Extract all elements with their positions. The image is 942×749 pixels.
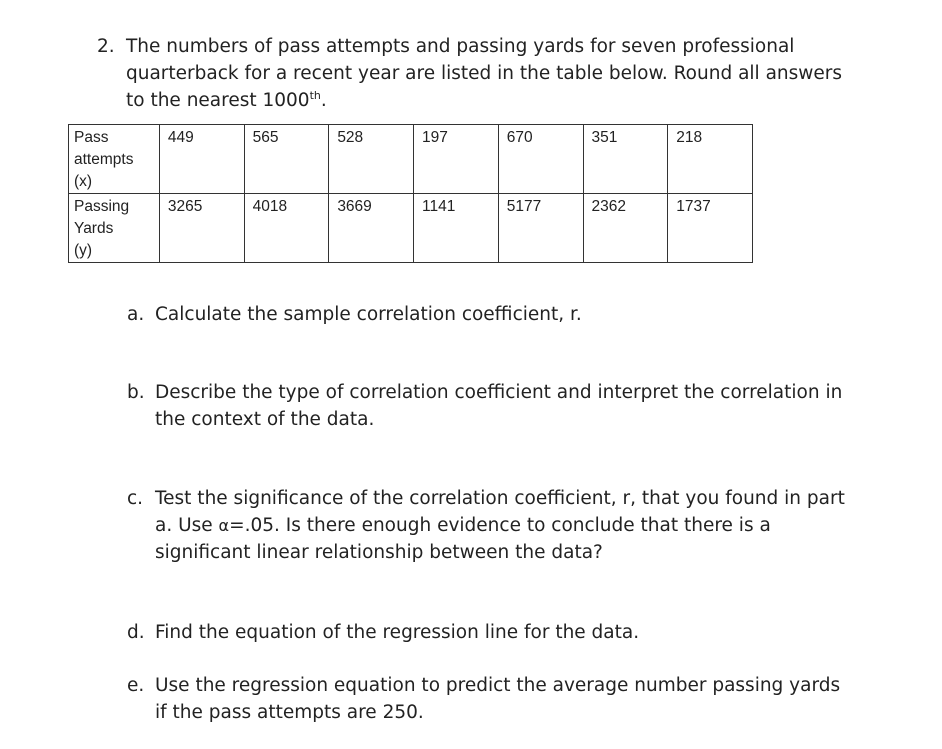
part-a bbox=[127, 301, 857, 328]
row-header-line: Passing bbox=[74, 198, 130, 215]
table-cell: 3669 bbox=[329, 194, 414, 263]
data-table bbox=[68, 124, 753, 263]
part-letter: e. bbox=[127, 675, 145, 696]
table-cell: 5177 bbox=[498, 194, 583, 263]
table-row-passing-yards bbox=[69, 194, 753, 263]
part-d bbox=[127, 619, 857, 646]
table-cell: 528 bbox=[329, 125, 414, 194]
part-letter: d. bbox=[127, 622, 145, 643]
row-header-line: (x) bbox=[74, 173, 93, 190]
part-letter: b. bbox=[127, 382, 145, 403]
part-b-text: Describe the type of correlation coefficient and interpret the correlation in the context of the data. bbox=[155, 382, 843, 430]
part-c-text-start: Test the significance of the correlation coefficient, r, that you found in part a. Use bbox=[155, 488, 845, 536]
row-header-line: (y) bbox=[74, 242, 93, 259]
ordinal-superscript: th bbox=[309, 88, 321, 102]
problem-number: 2. bbox=[97, 36, 115, 57]
problem-stem-end: . bbox=[320, 90, 327, 111]
table-row-pass-attempts bbox=[69, 125, 753, 194]
part-e bbox=[127, 672, 857, 726]
table-cell: 2362 bbox=[583, 194, 668, 263]
table-cell: 4018 bbox=[244, 194, 329, 263]
part-letter: c. bbox=[127, 488, 144, 509]
row-header-line: attempts bbox=[74, 151, 134, 168]
table-cell: 670 bbox=[498, 125, 583, 194]
table-cell: 351 bbox=[583, 125, 668, 194]
problem-stem bbox=[126, 33, 857, 114]
part-e-text: Use the regression equation to predict the average number passing yards if the pass attempts are 250. bbox=[155, 675, 841, 723]
table-cell: 449 bbox=[159, 125, 244, 194]
part-c bbox=[127, 485, 857, 566]
part-c-text-end: =.05. Is there enough evidence to conclude that there is a significant linear relationship between the data? bbox=[155, 515, 771, 563]
problem-2 bbox=[97, 33, 857, 114]
table-cell: 1141 bbox=[414, 194, 499, 263]
row-header-pass-attempts bbox=[69, 125, 160, 194]
row-header-line: Yards bbox=[74, 220, 114, 237]
alpha-symbol: α bbox=[218, 516, 230, 535]
table-cell: 1737 bbox=[668, 194, 753, 263]
table-cell: 3265 bbox=[159, 194, 244, 263]
part-b bbox=[127, 379, 857, 433]
problem-stem-text: The numbers of pass attempts and passing yards for seven professional quarterback for a recent year are listed in the table below. Round all answers to the nearest 1000 bbox=[126, 36, 843, 111]
part-c-text bbox=[155, 485, 857, 566]
row-header-line: Pass bbox=[74, 129, 109, 146]
part-d-text: Find the equation of the regression line for the data. bbox=[155, 622, 640, 643]
part-a-text: Calculate the sample correlation coefficient, r. bbox=[155, 304, 582, 325]
row-header-passing-yards bbox=[69, 194, 160, 263]
part-letter: a. bbox=[127, 304, 145, 325]
table-cell: 218 bbox=[668, 125, 753, 194]
table-cell: 197 bbox=[414, 125, 499, 194]
table-cell: 565 bbox=[244, 125, 329, 194]
